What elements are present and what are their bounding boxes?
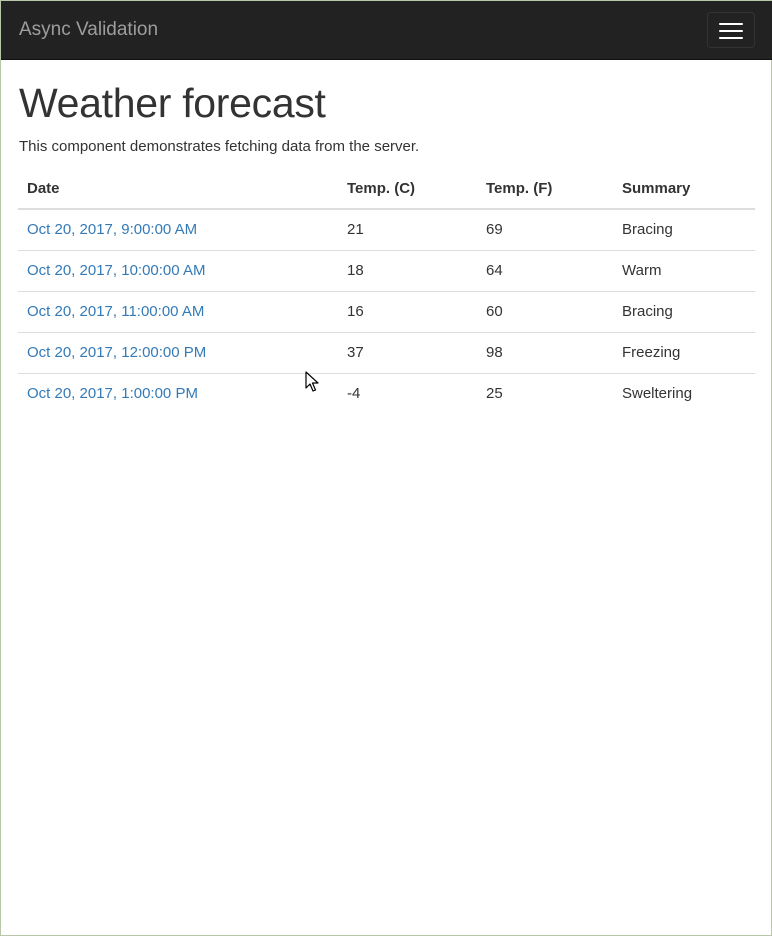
navbar-brand[interactable]: Async Validation [19, 19, 159, 40]
table-header-row [18, 168, 755, 209]
hamburger-menu-icon-bar [719, 37, 743, 39]
column-header-date: Date [18, 168, 338, 209]
temp-f-cell: 25 [477, 373, 613, 414]
temp-f-cell: 60 [477, 291, 613, 332]
temp-c-cell: 21 [347, 221, 364, 239]
summary-cell: Freezing [613, 332, 755, 373]
temp-c-cell: 37 [338, 332, 477, 373]
date-cell [18, 332, 338, 373]
table-row [18, 209, 755, 250]
temp-f-cell: 64 [477, 250, 613, 291]
page-title: Weather forecast [19, 80, 326, 126]
forecast-table-container [18, 168, 755, 414]
summary-cell: Sweltering [613, 373, 755, 414]
mouse-pointer-icon [305, 371, 319, 393]
temp-c-cell: -4 [338, 373, 477, 414]
temp-c-cell: 18 [338, 250, 477, 291]
temp-c-cell: 16 [338, 291, 477, 332]
summary-cell: Bracing [613, 291, 755, 332]
column-header-summary: Summary [613, 168, 755, 209]
date-cell [18, 209, 338, 250]
date-link[interactable]: Oct 20, 2017, 12:00:00 PM [27, 344, 207, 361]
navbar [1, 1, 772, 60]
temp-f-cell: 69 [486, 221, 503, 239]
forecast-table [18, 168, 755, 414]
table-row [18, 332, 755, 373]
table-row [18, 250, 755, 291]
date-link[interactable]: Oct 20, 2017, 10:00:00 AM [27, 262, 206, 279]
menu-toggle-button[interactable] [707, 12, 755, 48]
temp-f-cell: 98 [477, 332, 613, 373]
date-link[interactable]: Oct 20, 2017, 11:00:00 AM [27, 303, 205, 320]
hamburger-menu-icon [719, 23, 743, 25]
page-description: This component demonstrates fetching data from the server. [19, 138, 420, 155]
date-cell [18, 291, 338, 332]
summary-cell: Bracing [622, 221, 673, 239]
date-cell [18, 373, 338, 414]
column-header-temp-c: Temp. (C) [338, 168, 477, 209]
date-link[interactable]: Oct 20, 2017, 9:00:00 AM [27, 221, 198, 239]
summary-cell: Warm [613, 250, 755, 291]
date-link[interactable]: Oct 20, 2017, 1:00:00 PM [27, 385, 198, 403]
date-cell [18, 250, 338, 291]
table-row [18, 291, 755, 332]
table-row [18, 373, 755, 414]
hamburger-menu-icon-bar [719, 30, 743, 32]
column-header-temp-f: Temp. (F) [477, 168, 613, 209]
